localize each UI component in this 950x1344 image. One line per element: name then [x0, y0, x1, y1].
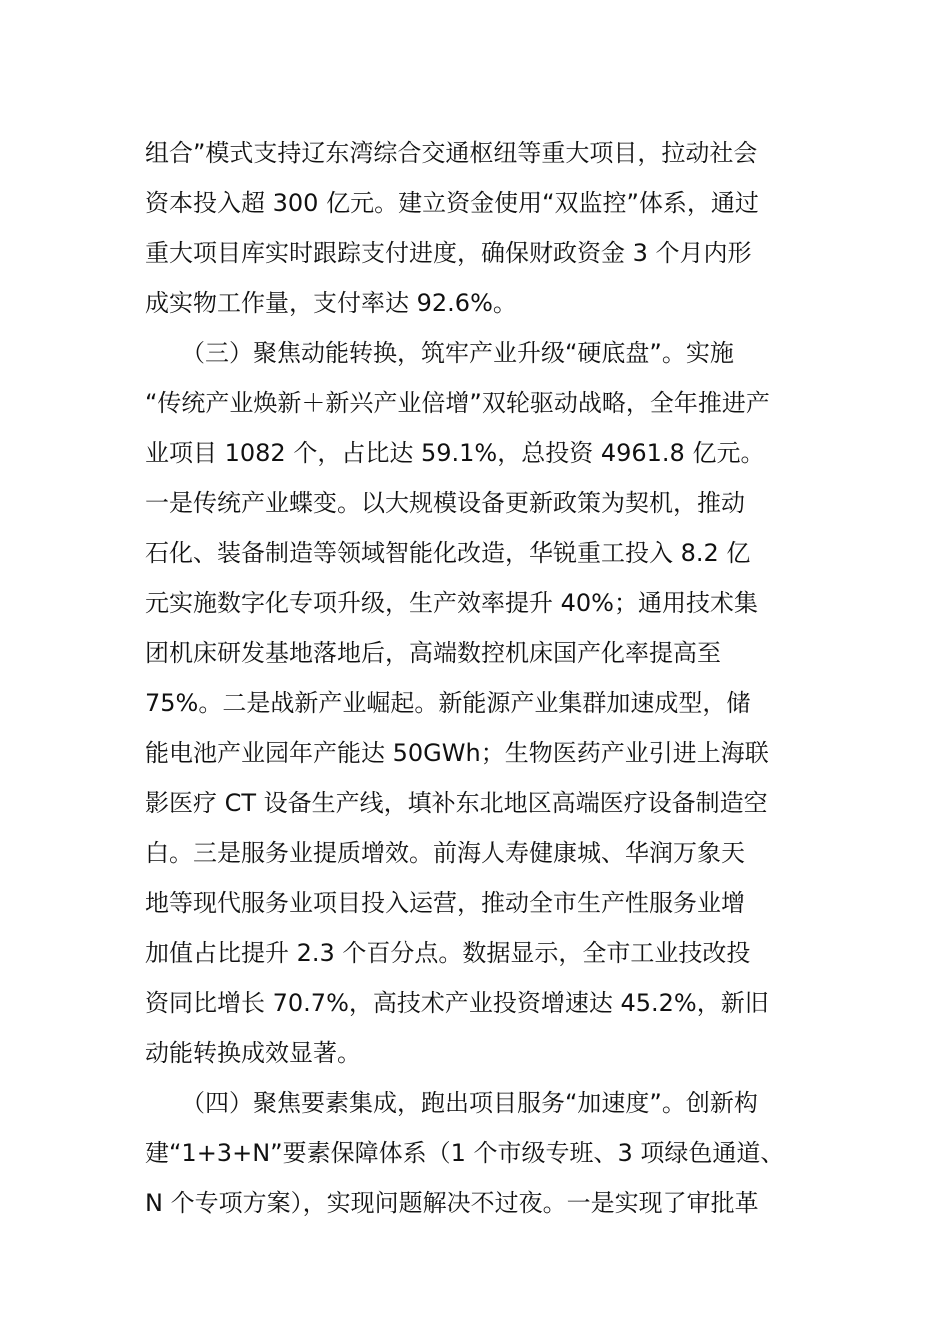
text-line: 成实物工作量，支付率达 92.6%。	[145, 289, 517, 317]
text-line: 一是传统产业蝶变。以大规模设备更新政策为契机，推动	[145, 489, 745, 517]
text-line: 地等现代服务业项目投入运营，推动全市生产性服务业增	[145, 889, 745, 917]
text-line: 75%。二是战新产业崛起。新能源产业集群加速成型，储	[145, 689, 751, 717]
text-line: 团机床研发基地落地后，高端数控机床国产化率提高至	[145, 639, 721, 667]
text-line: 白。三是服务业提质增效。前海人寿健康城、华润万象天	[145, 839, 745, 867]
text-line: 重大项目库实时跟踪支付进度，确保财政资金 3 个月内形	[145, 239, 752, 267]
text-line: 影医疗 CT 设备生产线，填补东北地区高端医疗设备制造空	[145, 789, 768, 817]
text-line: 建“1+3+N”要素保障体系（1 个市级专班、3 项绿色通道、	[145, 1139, 785, 1167]
text-line: 元实施数字化专项升级，生产效率提升 40%；通用技术集	[145, 589, 758, 617]
text-line: 资本投入超 300 亿元。建立资金使用“双监控”体系，通过	[145, 189, 759, 217]
section-heading-line: （四）聚焦要素集成，跑出项目服务“加速度”。创新构	[145, 1089, 758, 1117]
text-line: 动能转换成效显著。	[145, 1039, 361, 1067]
text-line: 能电池产业园年产能达 50GWh；生物医药产业引进上海联	[145, 739, 769, 767]
text-line: N 个专项方案），实现问题解决不过夜。一是实现了审批革	[145, 1189, 759, 1217]
section-heading-line: （三）聚焦动能转换，筑牢产业升级“硬底盘”。实施	[145, 339, 734, 367]
text-line: 组合”模式支持辽东湾综合交通枢纽等重大项目，拉动社会	[145, 139, 758, 167]
text-line: 资同比增长 70.7%，高技术产业投资增速达 45.2%，新旧	[145, 989, 769, 1017]
text-line: 加值占比提升 2.3 个百分点。数据显示，全市工业技改投	[145, 939, 751, 967]
text-line: “传统产业焕新＋新兴产业倍增”双轮驱动战略，全年推进产	[145, 389, 770, 417]
text-line: 石化、装备制造等领域智能化改造，华锐重工投入 8.2 亿	[145, 539, 751, 567]
document-body	[145, 128, 815, 1228]
text-line: 业项目 1082 个，占比达 59.1%，总投资 4961.8 亿元。	[145, 439, 765, 467]
